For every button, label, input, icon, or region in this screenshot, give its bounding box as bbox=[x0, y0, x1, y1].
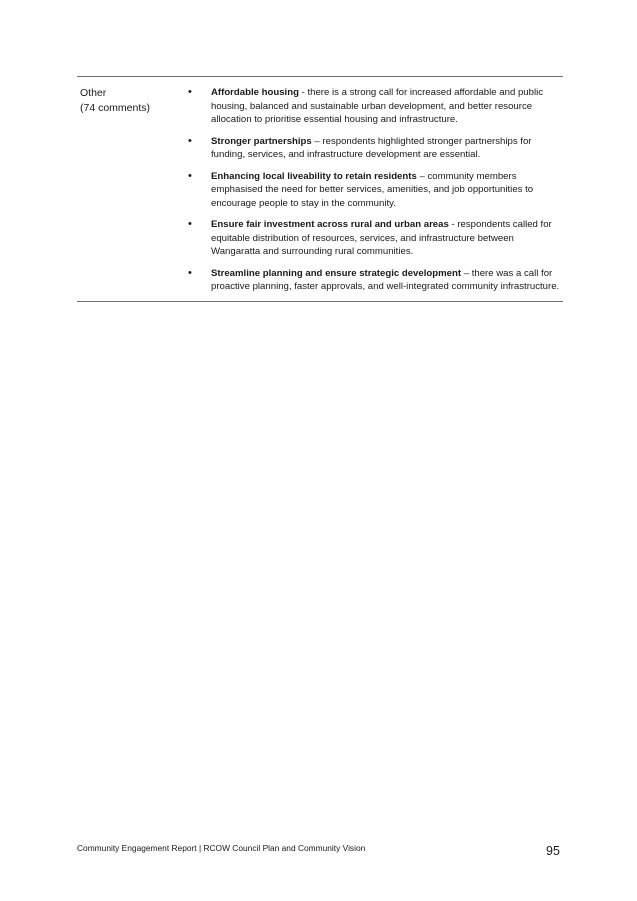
list-item bbox=[186, 267, 563, 294]
theme-text bbox=[211, 267, 563, 294]
theme-text bbox=[211, 135, 563, 162]
footer-text: Community Engagement Report | RCOW Council Plan and Community Vision bbox=[77, 843, 366, 853]
theme-title: Stronger partnerships bbox=[211, 135, 312, 147]
theme-description: - there is a strong call for increased affordable and public housing, balanced and sustainable urban development, and better resource allocation to prioritise essential housing and infrastructure. bbox=[211, 87, 544, 125]
category-count: (74 comments) bbox=[80, 102, 151, 114]
list-item bbox=[186, 86, 563, 127]
list-item bbox=[186, 135, 563, 162]
theme-text bbox=[211, 86, 563, 127]
bullet-icon: • bbox=[188, 266, 192, 279]
feedback-table bbox=[77, 76, 563, 302]
bullet-icon: • bbox=[188, 134, 192, 147]
theme-description: – respondents highlighted stronger partnerships for funding, services, and infrastructure development are essential. bbox=[211, 135, 532, 160]
page-number: 95 bbox=[546, 844, 560, 858]
bullet-icon: • bbox=[188, 86, 192, 98]
theme-title: Enhancing local liveability to retain residents bbox=[211, 170, 417, 182]
theme-title: Affordable housing bbox=[211, 87, 299, 98]
category-name: Other bbox=[80, 87, 107, 99]
theme-title: Ensure fair investment across rural and urban areas bbox=[211, 219, 449, 230]
list-item bbox=[186, 218, 563, 259]
table-row bbox=[77, 77, 563, 301]
theme-description: – community members emphasised the need for better services, amenities, and job opportunities to encourage people to stay in the community. bbox=[211, 170, 534, 209]
list-item bbox=[186, 170, 563, 211]
bullet-icon: • bbox=[188, 169, 192, 182]
bullet-icon: • bbox=[188, 218, 192, 230]
theme-description: – there was a call for proactive planning, faster approvals, and well-integrated community infrastructure. bbox=[211, 267, 560, 292]
themes-list bbox=[180, 86, 563, 294]
theme-text bbox=[211, 218, 563, 259]
category-cell bbox=[77, 86, 180, 294]
theme-description: - respondents called for equitable distribution of resources, services, and infrastructure between Wangaratta and surrounding rural communities. bbox=[211, 219, 552, 257]
theme-title: Streamline planning and ensure strategic development bbox=[211, 267, 462, 279]
theme-text bbox=[211, 170, 563, 211]
